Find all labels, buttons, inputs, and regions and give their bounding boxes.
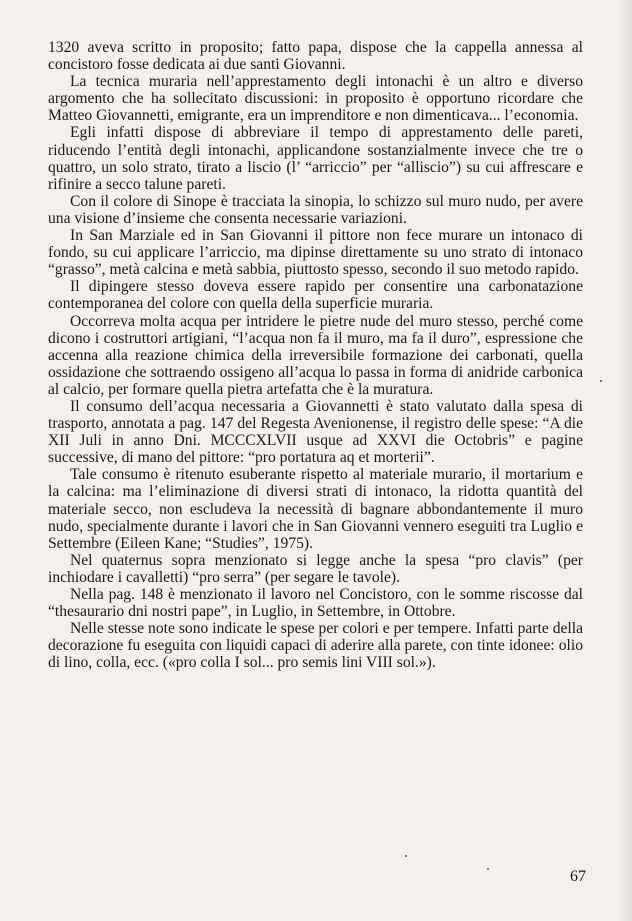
body-text [48, 39, 583, 671]
page-number: 67 [570, 868, 586, 885]
paragraph-4: Con il colore di Sinope è tracciata la sinopia, lo schizzo sul muro nudo, per avere una visione d’insieme che consenta necessarie variazioni. [48, 192, 583, 227]
paragraph-9: Tale consumo è ritenuto esuberante rispetto al materiale murario, il mortarium e la calcina: ma l’eliminazione di diversi strati di intonaco, la ridotta quantità del materiale secco, non escludeva la necessità di bagnare abbondantemente il muro nudo, specialmente durante i lavori che in San Giovanni vennero eseguiti tra Luglio e Settembre (Eileen Kane; “Studies”, 1975). [48, 466, 583, 552]
paragraph-11: Nella pag. 148 è menzionato il lavoro nel Concistoro, con le somme riscosse dal “thesaurario dni nostri pape”, in Luglio, in Settembre, in Ottobre. [48, 586, 583, 621]
paragraph-5: In San Marziale ed in San Giovanni il pittore non fece murare un intonaco di fondo, su cui applicare l’arriccio, ma dipinse direttamente su uno strato di intonaco “grasso”, metà calcina e metà sabbia, piuttosto spesso, secondo il suo metodo rapido. [48, 227, 583, 279]
paragraph-1: 1320 aveva scritto in proposito; fatto papa, dispose che la cappella annessa al concistoro fosse dedicata ai due santi Giovanni. [48, 39, 583, 74]
page-edge-shadow [618, 0, 632, 921]
paragraph-6: Il dipingere stesso doveva essere rapido per consentire una carbonatazione contemporanea del colore con quella della superficie muraria. [48, 278, 583, 313]
paragraph-7: Occorreva molta acqua per intridere le pietre nude del muro stesso, perché come dicono i costruttori artigiani, “l’acqua non fa il muro, ma fa il duro”, espressione che accenna alla reazione chimica della irreversibile formazione dei carbonati, quella ossidazione che sottraendo ossigeno all’acqua lo passa in forma di anidride carbonica al calcio, per formare quella pietra artefatta che è la muratura. [48, 312, 583, 398]
paragraph-8: Il consumo dell’acqua necessaria a Giovannetti è stato valutato dalla spesa di trasporto, annotata a pag. 147 del Regesta Avenionense, il registro delle spese: “A die XII Juli in anno Dni. MCCCXLVII usque ad XXVI die Octobris” e pagine successive, di mano del pittore: “pro portatura aq et morterii”. [48, 397, 583, 467]
paragraph-3: Egli infatti dispose di abbreviare il tempo di apprestamento delle pareti, riducendo l’entità degli intonachi, applicandone sostanzialmente invece che tre o quattro, un solo strato, tirato a liscio (l’ “arriccio” per “alliscio”) su cui affrescare e rifinire a secco talune pareti. [48, 124, 583, 193]
paper-speck [405, 855, 407, 857]
paragraph-12: Nelle stesse note sono indicate le spese per colori e per tempere. Infatti parte della decorazione fu eseguita con liquidi capaci di aderire alla parete, con tinte idonee: olio di lino, colla, ecc. («pro colla I sol... pro semis lini VIII sol.»). [48, 620, 583, 672]
paper-speck [600, 380, 602, 382]
paragraph-10: Nel quaternus sopra menzionato si legge anche la spesa “pro clavis” (per inchiodare i cavalletti) “pro serra” (per segare le tavole). [48, 551, 583, 586]
paper-speck [487, 868, 489, 870]
paragraph-2: La tecnica muraria nell’apprestamento degli intonachi è un altro e diverso argomento che ha sollecitato discussioni: in proposito è opportuno ricordare che Matteo Giovannetti, emigrante, era un imprenditore e non dimenticava... l’economia. [48, 73, 583, 125]
